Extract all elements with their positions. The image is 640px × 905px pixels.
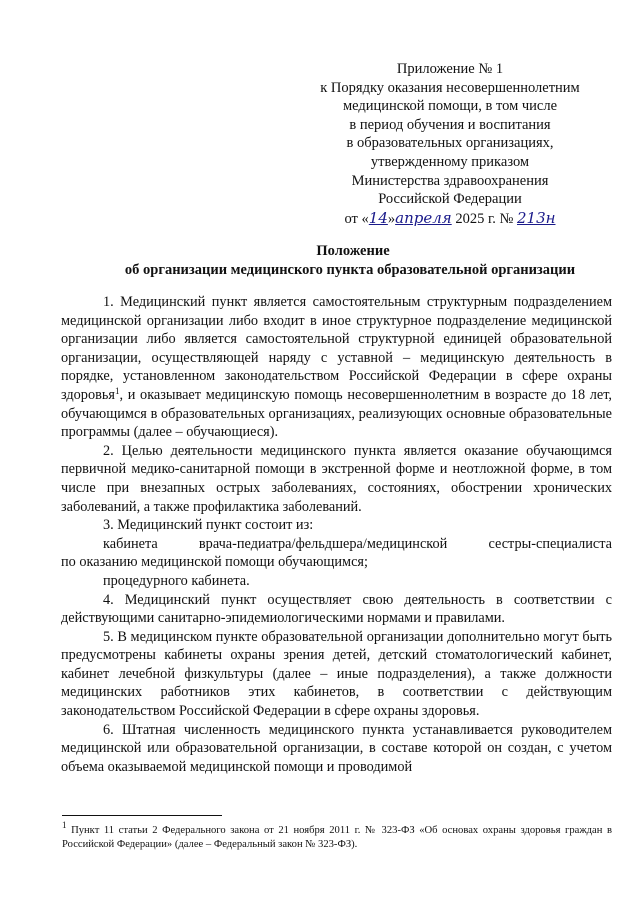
paragraph-4: 4. Медицинский пункт осуществляет свою деятельность в соответствии с действующими санитарно-эпидемиологическими нормами и правилами. bbox=[61, 591, 612, 627]
paragraph-5: 5. В медицинском пункте образовательной организации дополнительно могут быть предусмотрены кабинеты охраны зрения детей, детский стоматологический кабинет, кабинет лечебной физкультуры (далее – иные подразделения), а также должности медицинских работников этих кабинетов, в соответствии с действующим законодательством Российской Федерации в сфере охраны здоровья. bbox=[61, 628, 612, 720]
annex-date-line: от «14»апреля 2025 г. № 213н bbox=[344, 208, 556, 227]
document-title bbox=[60, 242, 640, 280]
title-subject: об организации медицинского пункта образовательной организации bbox=[124, 262, 576, 278]
paragraph-2: 2. Целью деятельности медицинского пункта является оказание обучающимся первичной медико-санитарной помощи в экстренной форме и неотложной форме, в том числе при внезапных острых заболеваниях, состояниях, обострении хронических заболеваний, а также профилактика заболеваний. bbox=[61, 442, 612, 515]
handwritten-month: апреля bbox=[395, 208, 452, 227]
annex-line: утвержденному приказом bbox=[370, 153, 530, 170]
handwritten-order-number: 213н bbox=[516, 208, 556, 227]
paragraph-6: 6. Штатная численность медицинского пункта устанавливается руководителем медицинской или образовательной организации, в составе которой он создан, с учетом объема оказываемой медицинской помощи и проводимой bbox=[61, 721, 612, 775]
footnote-ref: 1 bbox=[114, 385, 120, 396]
paragraph-3-item-1-line-1: кабинета врача-педиатра/фельдшера/медицинской сестры-специалиста bbox=[103, 535, 612, 552]
footnote bbox=[62, 820, 612, 852]
title-heading: Положение bbox=[316, 243, 390, 259]
paragraph-3: 3. Медицинский пункт состоит из: bbox=[103, 517, 314, 534]
annex-number: Приложение № 1 bbox=[396, 61, 504, 77]
footnote-mark: 1 bbox=[62, 820, 67, 830]
annex-line: к Порядку оказания несовершеннолетним bbox=[320, 79, 580, 96]
annex-line: Министерства здравоохранения bbox=[351, 172, 549, 189]
paragraph-1: 1. Медицинский пункт является самостоятельным структурным подразделением медицинской организации либо входит в иное структурное подразделение медицинской организации либо является самостоятельной структурной единицей образовательной организации, осуществляющей наряду с уставной – медицинскую деятельность в порядке, установленном законодательством Российской Федерации в сфере охраны здоровья$^1$, и оказывает медицинскую помощь несовершеннолетним в возрасте до 18 лет, обучающимся в образовательных организациях, реализующих основные образовательные программы (далее – обучающиеся). bbox=[61, 294, 612, 441]
paragraph-3-item-1-line-2: по оказанию медицинской помощи обучающимся; bbox=[61, 554, 368, 571]
annex-block bbox=[300, 60, 600, 228]
document-body bbox=[61, 293, 612, 776]
footnote-divider bbox=[62, 815, 222, 816]
footnote-text: Пункт 11 статьи 2 Федерального закона от 21 ноября 2011 г. № 323-ФЗ «Об основах охраны здоровья граждан в Российской Федерации» (далее – Федеральный закон № 323-ФЗ). bbox=[62, 825, 612, 850]
annex-line: в образовательных организациях, bbox=[346, 135, 554, 152]
annex-line: Российской Федерации bbox=[378, 191, 522, 208]
annex-line: медицинской помощи, в том числе bbox=[342, 98, 558, 115]
paragraph-3-item-2: процедурного кабинета. bbox=[103, 572, 250, 589]
annex-line: в период обучения и воспитания bbox=[349, 116, 551, 133]
handwritten-day: 14 bbox=[368, 208, 388, 227]
